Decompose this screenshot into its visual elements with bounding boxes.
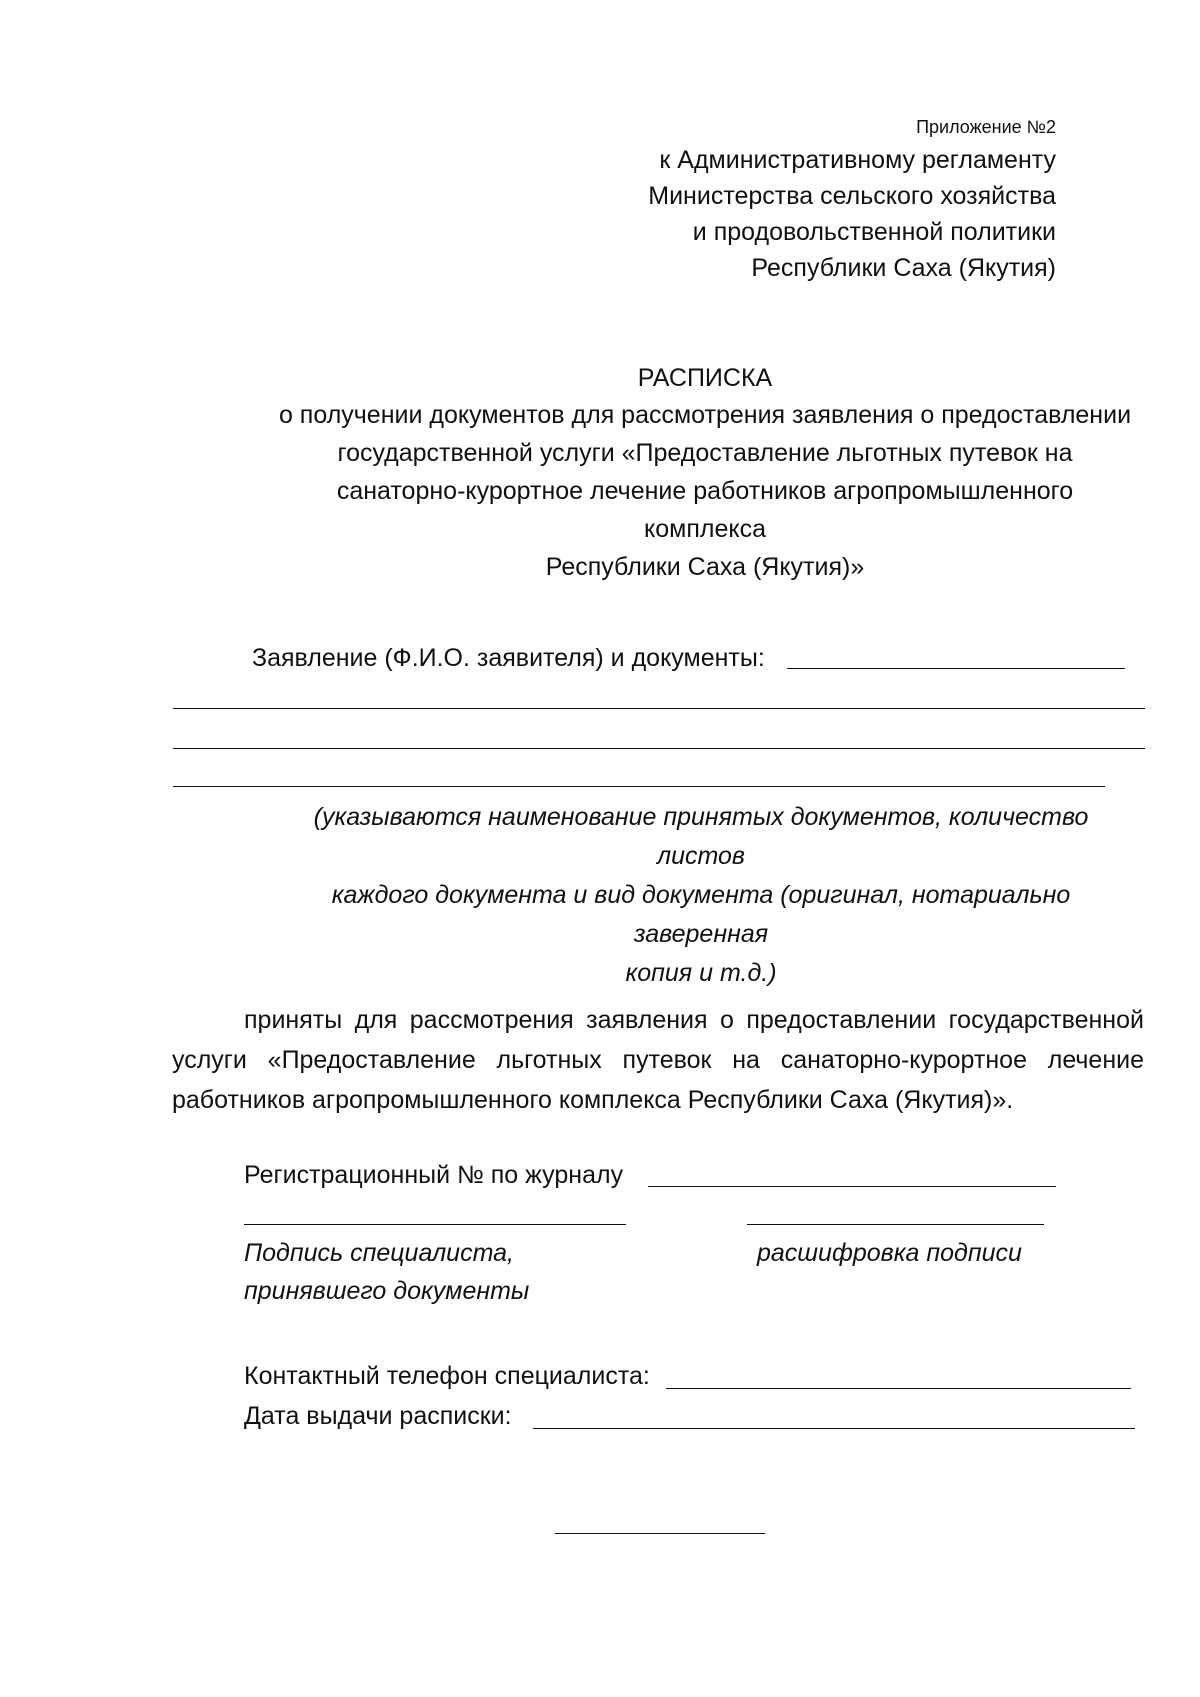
acceptance-paragraph: приняты для рассмотрения заявления о предоставлении государственной услуги «Предоставление льготных путевок на санаторно-курортное лечение работников агропромышленного комплекса Республики Саха (Якутия)». [172,1006,1144,1114]
hint-line: заверенная [633,920,769,948]
signature-caption [244,1234,529,1310]
date-field-line[interactable] [533,1428,1135,1429]
applicant-field-line[interactable] [787,668,1125,669]
subtitle-line: государственной услуги «Предоставление льготных путевок на [337,439,1073,467]
date-label: Дата выдачи расписки: [244,1402,512,1430]
appendix-line: Министерства сельского хозяйства [648,182,1056,210]
documents-field-line[interactable] [173,786,1105,787]
appendix-header [648,116,1056,286]
appendix-line: Республики Саха (Якутия) [751,254,1056,282]
signature-line[interactable] [244,1224,626,1225]
hint-line: листов [656,842,745,870]
hint-line: (указываются наименование принятых документов, количество [313,803,1089,831]
title-block [240,360,1170,586]
phone-label: Контактный телефон специалиста: [244,1362,650,1390]
document-title: РАСПИСКА [637,364,773,392]
signature-decode-line[interactable] [747,1224,1044,1225]
appendix-number: Приложение №2 [916,117,1056,137]
subtitle-line: о получении документов для рассмотрения заявления о предоставлении [278,401,1132,429]
documents-field-line[interactable] [173,708,1145,709]
registration-label: Регистрационный № по журналу [244,1161,624,1189]
signature-decode-caption: расшифровка подписи [757,1239,1022,1267]
appendix-line: и продовольственной политики [692,218,1056,246]
signature-caption-line: принявшего документы [244,1277,530,1305]
registration-field-line[interactable] [648,1186,1056,1187]
application-label: Заявление (Ф.И.О. заявителя) и документы: [252,644,765,672]
subtitle-line: Республики Саха (Якутия)» [545,553,865,581]
documents-hint [276,798,1126,993]
documents-field-line[interactable] [173,748,1145,749]
subtitle-line: комплекса [644,515,766,543]
phone-field-line[interactable] [666,1388,1131,1389]
signature-caption-line: Подпись специалиста, [244,1239,514,1267]
hint-line: копия и т.д.) [625,959,777,987]
hint-line: каждого документа и вид документа (оригинал, нотариально [331,881,1071,909]
subtitle-line: санаторно-курортное лечение работников агропромышленного [336,477,1074,505]
appendix-line: к Административному регламенту [659,146,1056,174]
bottom-separator-line [555,1533,765,1534]
